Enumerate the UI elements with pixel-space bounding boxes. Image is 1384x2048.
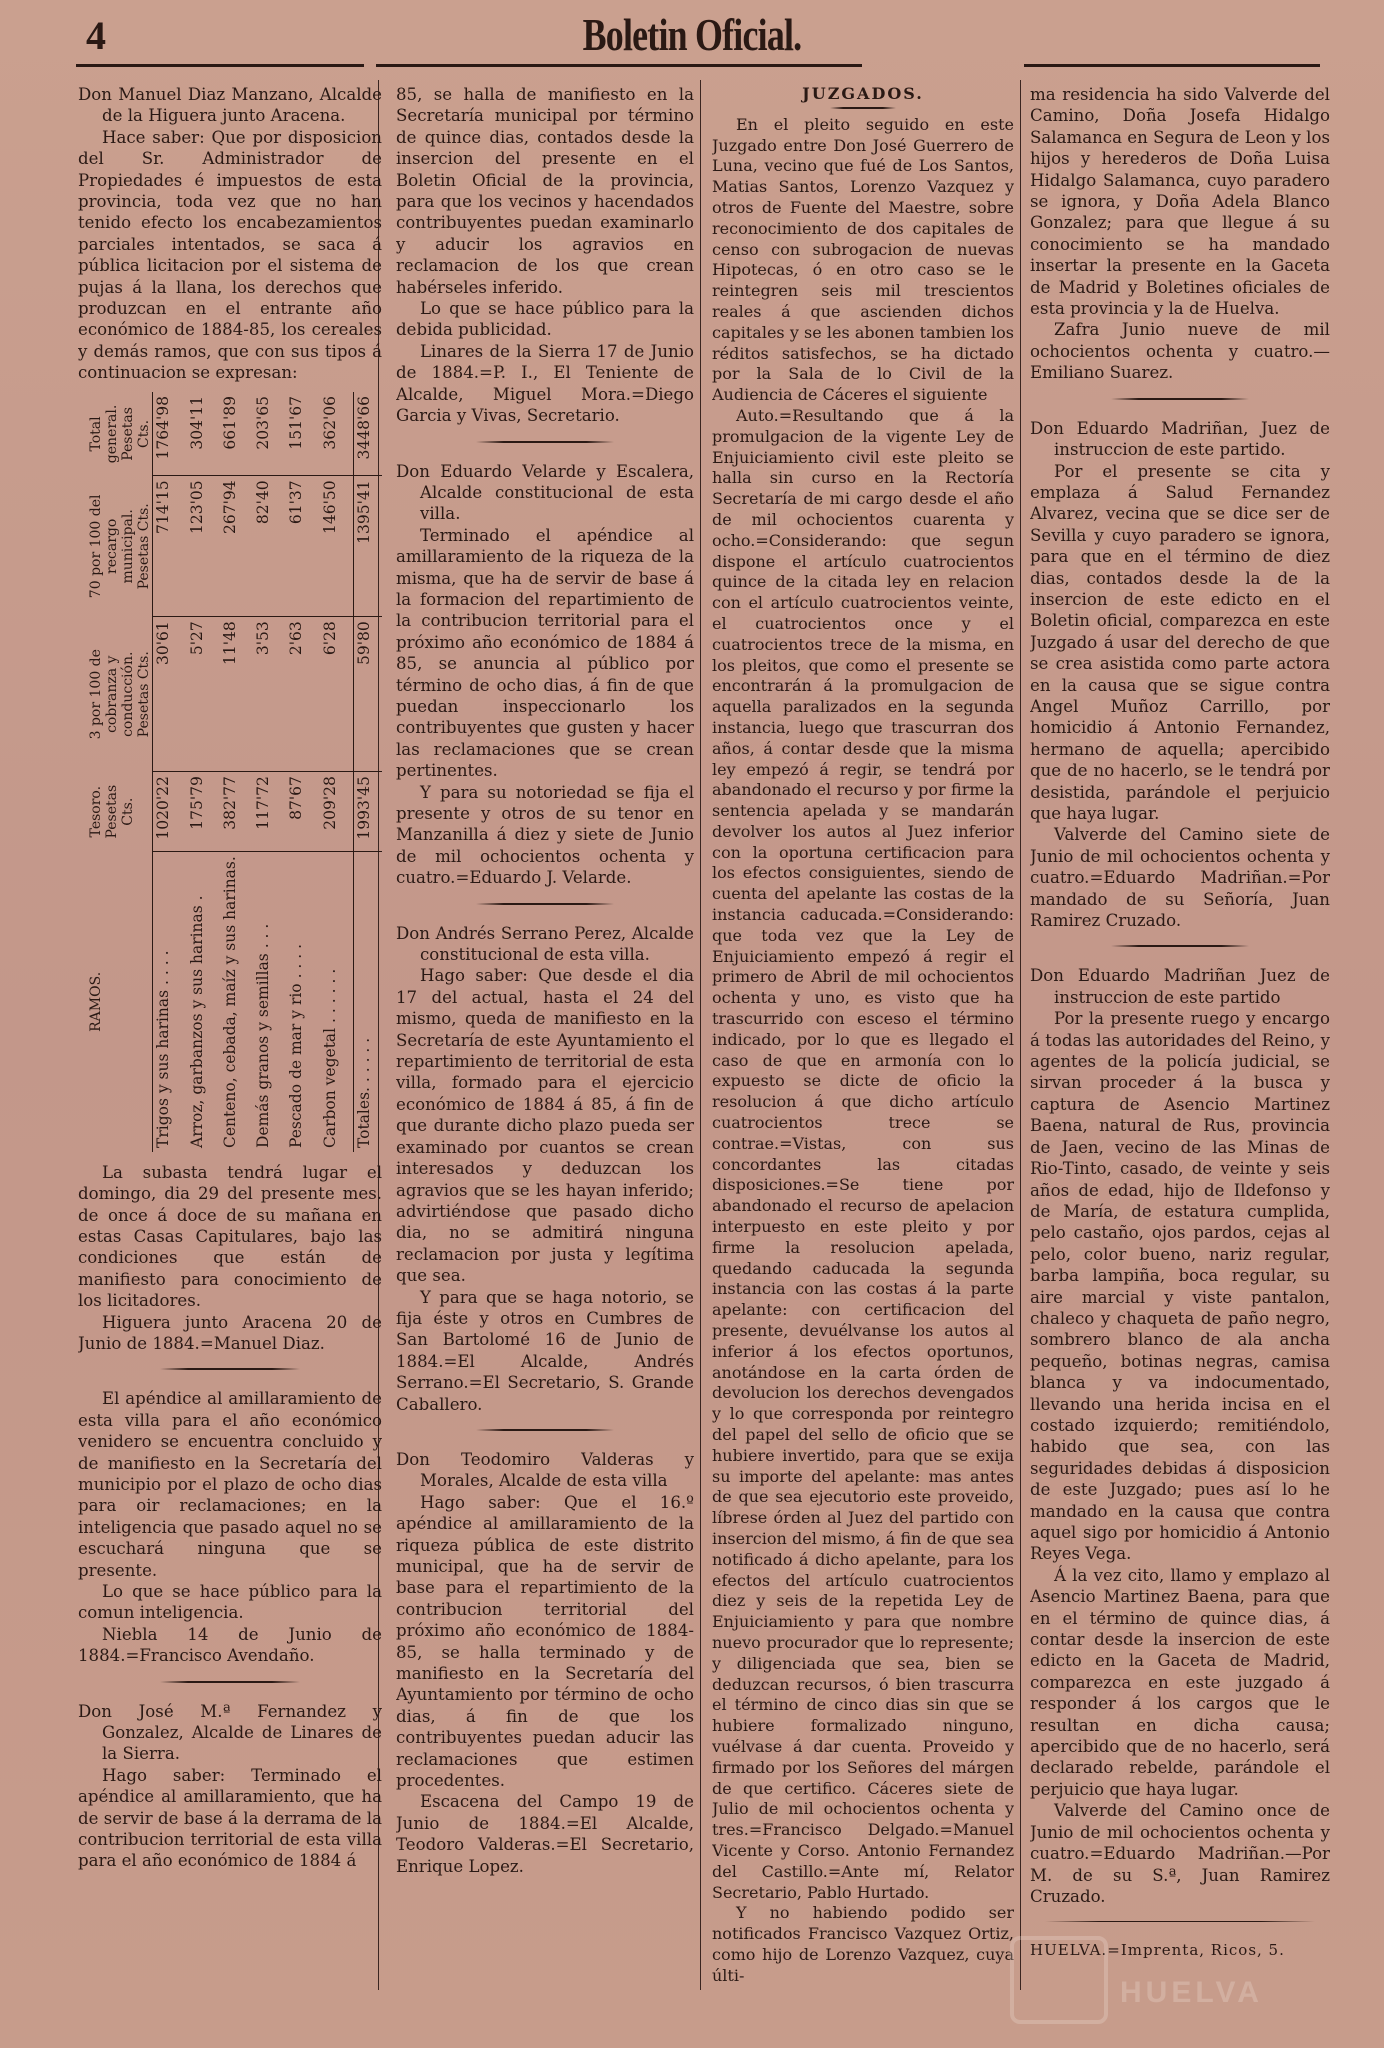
page-number: 4 bbox=[86, 13, 106, 58]
notice-signature: Escacena del Campo 19 de Junio de 1884.=El Alcalde, Teodoro Valderas.=El Secretario, Enrique Lopez. bbox=[396, 1792, 694, 1876]
notice-heading: Don Eduardo Madriñan, Juez de instruccion de este partido. bbox=[1030, 418, 1330, 460]
separator bbox=[1111, 945, 1249, 947]
table-row: Centeno, cebada, maíz y sus harinas. 382'77 11'48 267'94 661'89 bbox=[220, 392, 253, 1152]
notice-heading: Don Manuel Diaz Manzano, Alcalde de la Higuera junto Aracena. bbox=[78, 85, 382, 126]
column-3 bbox=[712, 84, 1014, 2034]
table-row: Carbon vegetal . . . . . . 209'28 6'28 146'50 362'06 bbox=[320, 392, 354, 1152]
notice-heading: Don José M.ª Fernandez y Gonzalez, Alcalde de Linares de la Sierra. bbox=[78, 1701, 382, 1764]
notice-body: Hago saber: Terminado el apéndice al amillaramiento, que ha de servir de base á la derrama de la contribucion territorial de esta villa para el año económico de 1884 á bbox=[78, 1765, 382, 1871]
notice-signature: Zafra Junio nueve de mil ochocientos ochenta y cuatro.—Emiliano Suarez. bbox=[1030, 320, 1330, 383]
watermark-text: HUELVA bbox=[1120, 1976, 1263, 2009]
header-rule-left bbox=[76, 64, 364, 67]
separator bbox=[160, 1681, 300, 1683]
table-header-tesoro: Tesoro. Pesetas Cts. bbox=[88, 771, 153, 851]
separator bbox=[1111, 398, 1249, 400]
column-4 bbox=[1030, 84, 1330, 2034]
notice-body: Lo que se hace público para la debida publicidad. bbox=[396, 299, 694, 340]
notice-body: El apéndice al amillaramiento de esta villa para el año económico venidero se encuentra concluido y de manifiesto en la Secretaría del municipio por el plazo de ocho dias para oir reclamaciones; en la inteligencia que pasado aquel no se escuchará ninguna que se presente. bbox=[78, 1389, 382, 1580]
header-rule-center bbox=[376, 64, 862, 67]
notice-body: Y para su notoriedad se fija el presente y otros de su tenor en Manzanilla á diez y siete de Junio de mil ochocientos ochenta y cuatro.=Eduardo J. Velarde. bbox=[396, 782, 694, 888]
table-row: Demás granos y semillas . . . 117'72 3'53 82'40 203'65 bbox=[253, 392, 286, 1152]
header-rule-right bbox=[1024, 64, 1320, 67]
notice-body: La subasta tendrá lugar el domingo, dia 29 del presente mes. de once á doce de su mañana en estas Casas Capitulares, bajo las condiciones que están de manifiesto para conocimiento de los licitadores. bbox=[78, 1162, 382, 1311]
table-row: Pescado de mar y rio . . . . 87'67 2'63 61'37 151'67 bbox=[286, 392, 319, 1152]
separator bbox=[830, 107, 896, 109]
notice-body: En el pleito seguido en este Juzgado entre Don José Guerrero de Luna, vecino que fué de Los Santos, Matias Santos, Lorenzo Vazquez y otros de Fuente del Maestre, sobre reconocimiento de dos capitales de censo con subrogacion de nuevas Hipotecas, ó en otro caso se le reintegren seis mil trescientos reales á que ascienden dichos capitales y se les abonen tambien los réditos satisfechos, se ha dictado por la Sala de lo Civil de la Audiencia de Cáceres el siguiente bbox=[712, 114, 1014, 405]
tax-table-container bbox=[78, 392, 382, 1152]
separator bbox=[160, 1368, 300, 1370]
notice-body: Terminado el apéndice al amillaramiento de la riqueza de la misma, que ha de servir de base á la formacion del repartimiento de la contribucion territorial para el próximo año económico de 1884 á 85, se anuncia al público por término de ocho dias, á fin de que puedan inspeccionarlo los contribuyentes que gusten y hacer las reclamaciones que se crean pertinentes. bbox=[396, 525, 694, 781]
table-row: Arroz, garbanzos y sus harinas . 175'79 5'27 123'05 304'11 bbox=[187, 392, 220, 1152]
notice-body: 85, se halla de manifiesto en la Secretaría municipal por término de quince dias, contados desde la insercion del presente en el Boletin Oficial de la provincia, para que los vecinos y hacendados contribuyentes puedan examinarlo y aducir los agravios en reclamacion de los que crean habérseles inferido. bbox=[396, 85, 694, 297]
notice-signature: Valverde del Camino siete de Junio de mil ochocientos ochenta y cuatro.=Eduardo Madriñan.=Por mandado de su Señoría, Juan Ramirez Cruzado. bbox=[1030, 825, 1330, 931]
separator bbox=[476, 1429, 613, 1431]
separator bbox=[476, 441, 613, 443]
notice-heading: Don Andrés Serrano Perez, Alcalde constitucional de esta villa. bbox=[396, 923, 694, 965]
notice-body: Hago saber: Que desde el dia 17 del actual, hasta el 24 del mismo, queda de manifiesto en la Secretaría de este Ayuntamiento el repartimiento de territorial de esta villa, formado para el ejercicio económico de 1884 á 85, á fin de que durante dicho plazo pueda ser examinado por cuantos se crean interesados y deduzcan los agravios que se les hayan inferido; advirtiéndose que pasado dicho dia, no se admitirá ninguna reclamacion por justa y legítima que sea. bbox=[396, 966, 694, 1286]
separator bbox=[1045, 1921, 1315, 1922]
column-2 bbox=[396, 84, 694, 2034]
column-divider bbox=[1020, 80, 1021, 1990]
notice-signature: Valverde del Camino once de Junio de mil ochocientos ochenta y cuatro.=Eduardo Madriñan.—Por M. de su S.ª, Juan Ramirez Cruzado. bbox=[1030, 1801, 1330, 1906]
notice-body: Por el presente se cita y emplaza á Salud Fernandez Alvarez, vecina que se dice ser de Sevilla y cuyo paradero se ignora, para que en el término de diez dias, contados desde la de la insercion de este edicto en el Boletin oficial, comparezca en este Juzgado á usar del derecho de que se crea asistida como parte actora en la causa que se sigue contra Angel Muñoz Carrillo, por homicidio á Antonio Fernandez, hermano de aquella; apercibido que de no hacerlo, se le tendrá por desistida, parándole el perjuicio que haya lugar. bbox=[1030, 461, 1330, 823]
table-header-total: Total general. Pesetas Cts. bbox=[88, 392, 153, 476]
crest-icon bbox=[1010, 1936, 1108, 2024]
column-1 bbox=[78, 84, 382, 2034]
separator bbox=[476, 903, 613, 905]
notice-signature: Higuera junto Aracena 20 de Junio de 1884.=Manuel Diaz. bbox=[78, 1312, 382, 1353]
notice-body: Hace saber: Que por disposicion del Sr. Administrador de Propiedades é impuestos de esta provincia, toda vez que no han tenido efecto los encabezamientos parciales intentados, se saca á pública licitacion por el sistema de pujas á la llana, los derechos que produzcan en el entrante año económico de 1884-85, los cereales y demás ramos, que con sus tipos á continuacion se expresan: bbox=[78, 127, 382, 383]
notice-heading: Don Eduardo Madriñan Juez de instruccion de este partido bbox=[1030, 966, 1330, 1007]
table-totals-row: Totales. . . . . . 1993'45 59'80 1395'41 3448'66 bbox=[354, 392, 382, 1152]
table-header-cobranza: 3 por 100 de cobranza y conducción. Pesetas Cts. bbox=[88, 616, 153, 771]
section-title: JUZGADOS. bbox=[802, 84, 924, 103]
notice-body: Lo que se hace público para la comun inteligencia. bbox=[78, 1582, 382, 1623]
notice-heading: Don Teodomiro Valderas y Morales, Alcalde de esta villa bbox=[396, 1449, 694, 1491]
table-row: Trigos y sus harinas . . . . 1020'22 30'61 714'15 1764'98 bbox=[153, 392, 187, 1152]
table-header-ramos: RAMOS. bbox=[88, 851, 153, 1151]
notice-signature: Niebla 14 de Junio de 1884.=Francisco Avendaño. bbox=[78, 1624, 382, 1666]
notice-body: Hago saber: Que el 16.º apéndice al amillaramiento de la riqueza pública de este distrito municipal, que ha de servir de base para el repartimiento de la contribucion territorial del próximo año económico de 1884-85, se halla terminado y de manifiesto en la Secretaría del Ayuntamiento por término de ocho dias, á fin de que los contribuyentes puedan aducir las reclamaciones que estimen procedentes. bbox=[396, 1492, 694, 1791]
archive-watermark bbox=[1010, 1936, 1310, 2016]
column-divider bbox=[700, 80, 701, 1990]
tax-table bbox=[88, 392, 382, 1152]
notice-signature: Linares de la Sierra 17 de Junio de 1884.=P. I., El Teniente de Alcalde, Miguel Mora.=Diego Garcia y Vivas, Secretario. bbox=[396, 341, 694, 426]
notice-body: ma residencia ha sido Valverde del Camino, Doña Josefa Hidalgo Salamanca en Segura de Leon y los hijos y herederos de Doña Luisa Hidalgo Salamanca, cuyo paradero se ignora, y Doña Adela Blanco Gonzalez; para que llegue á su conocimiento se ha mandado insertar la presente en la Gaceta de Madrid y Boletines oficiales de esta provincia y la de Huelva. bbox=[1030, 85, 1330, 319]
notice-body: Auto.=Resultando que á la promulgacion de la vigente Ley de Enjuiciamiento civil este pleito se halla sin curso en la Rectoría Secretaría de mi cargo desde el año de mil ochocientos cuarenta y ocho.=Considerando: que segun dispone el artículo cuatrocientos quince de la citada ley en relacion con el artículo cuatrocientos veinte, el cuatrocientos once y el cuatrocientos trece de la misma, en los pleitos, que como el presente se encontrarán á la promulgacion de aquella paralizados en la segunda instancia, luego que trascurran dos años, á contar desde que la misma ley empezó á regir, se tendrá por abandonado el recurso y por firme la sentencia apelada y se mandarán devolver los autos al Juez inferior con la oportuna certificacion para los efectos consiguientes, siendo de cuenta del apelante las costas de la instancia caducada.=Considerando: que toda vez que la Ley de Enjuiciamiento empezó á regir el primero de Abril de mil ochocientos ochenta y uno, es visto que ha trascurrido con esceso el término indicado, por lo que es llegado el caso de que en armonía con lo expuesto se dicte de oficio la resolucion á que dicho artículo cuatrocientos trece se contrae.=Vistas, con sus concordantes las citadas disposiciones.=Se tiene por abandonado el recurso de apelacion interpuesto en este pleito y por firme la resolucion apelada, quedando caducada la segunda instancia con las costas á la parte apelante: con certificacion del presente, devuélvanse los autos al inferior á los efectos oportunos, anotándose en la carta órden de devolucion los derechos devengados y lo que corresponda por reintegro del papel del sello de oficio que se hubiere invertido, para que se exija su importe del apelante: mas antes de que sea ejecutorio este proveido, líbrese órden al Juez del partido con insercion del mismo, á fin de que sea notificado á dicho apelante, para los efectos del artículo cuatrocientos diez y seis de la repetida Ley de Enjuiciamiento y para que nombre nuevo procurador que lo represente; y diligenciada que sea, bien se deduzcan recursos, ó bien trascurra el término de cinco dias sin que se hubiere formalizado ninguno, vuélvase á dar cuenta. Proveido y firmado por los Señores del márgen de que certifico. Cáceres siete de Julio de mil ochocientos ochenta y tres.=Francisco Delgado.=Manuel Vicente y Corso. Antonio Fernandez del Castillo.=Ante mí, Relator Secretario, Pablo Hurtado. bbox=[712, 405, 1014, 1902]
notice-body: Á la vez cito, llamo y emplazo al Asencio Martinez Baena, para que en el término de quince dias, á contar desde la insercion de este edicto en la Gaceta de Madrid, comparezca en este juzgado á responder á los cargos que le resultan en dicha causa; apercibido que de no hacerlo, será declarado rebelde, parándole el perjuicio que haya lugar. bbox=[1030, 1565, 1330, 1799]
notice-body: Y no habiendo podido ser notificados Francisco Vazquez Ortiz, como hijo de Lorenzo Vazquez, cuya últi- bbox=[712, 1903, 1014, 1985]
notice-heading: Don Eduardo Velarde y Escalera, Alcalde constitucional de esta villa. bbox=[396, 461, 694, 524]
imprint: HUELVA.=Imprenta, Ricos, 5. bbox=[1030, 1941, 1285, 1960]
notice-body: Y para que se haga notorio, se fija éste y otros en Cumbres de San Bartolomé 16 de Junio de 1884.=El Alcalde, Andrés Serrano.=El Secretario, S. Grande Caballero. bbox=[396, 1287, 694, 1414]
page-title: Boletin Oficial. bbox=[582, 9, 802, 60]
notice-body: Por la presente ruego y encargo á todas las autoridades del Reino, y agentes de la policía judicial, se sirvan proceder á la busca y captura de Asencio Martinez Baena, natural de Rus, provincia de Jaen, vecino de las Minas de Rio-Tinto, casado, de veinte y seis años de edad, hijo de Ildefonso y de María, de estatura cumplida, pelo castaño, ojos pardos, cejas al pelo, color bueno, nariz regular, barba lampiña, boca regular, su aire marcial y viste pantalon, chaleco y chaqueta de paño negro, sombrero blanco de ala ancha pequeño, botinas negras, camisa blanca y va indocumentado, llevando una herida incisa en el costado izquierdo; remitiéndolo, habido que sea, con las seguridades debidas á disposicion de este Juzgado; pues así lo he mandado en la causa que contra aquel sigo por homicidio á Antonio Reyes Vega. bbox=[1030, 1009, 1330, 1564]
table-header-municipal: 70 por 100 del recargo municipal. Pesetas Cts. bbox=[88, 476, 153, 617]
